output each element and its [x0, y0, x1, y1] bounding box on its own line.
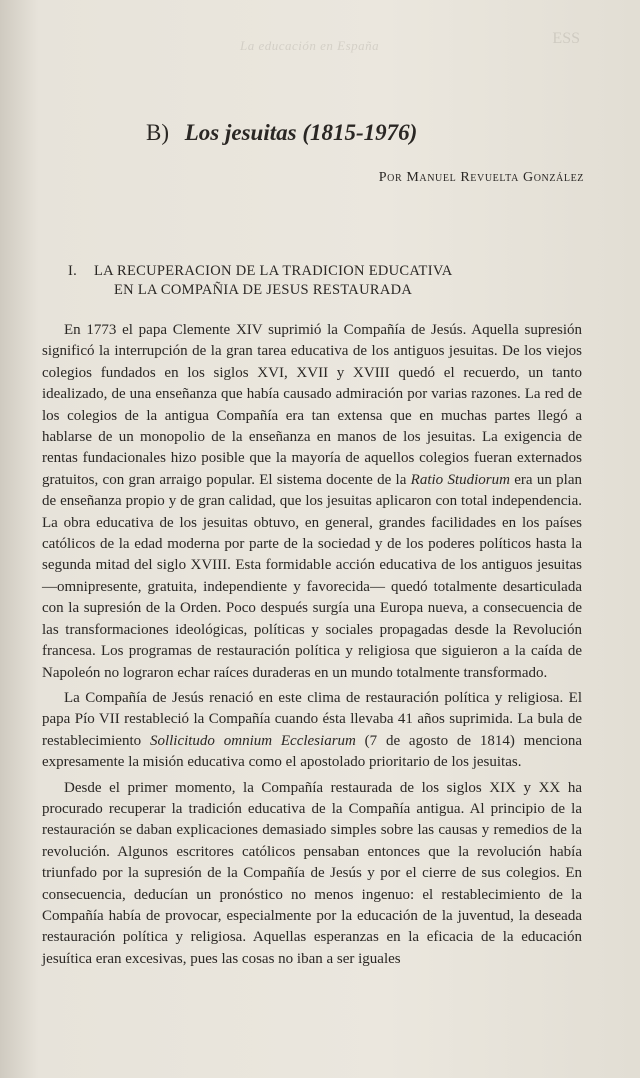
paragraph-text: era un plan de enseñanza propio y de gran calidad, que los jesuitas aplicaron con total independencia. La obra educativa de los jesuitas obtuvo, en general, grandes facilidades en los países católicos de la edad moderna por parte de la sociedad y de los poderes políticos hasta la segunda mitad del siglo XVIII. Esta formidable acción educativa de los antiguos jesuitas —omnipresente, gratuita, independiente y favorecida— quedó totalmente desarticulada con la supresión de la Orden. Poco después surgía una Europa nueva, a consecuencia de las transformaciones ideológicas, políticas y sociales propagadas desde la Revolución francesa. Los programas de restauración política y religiosa que siguieron a la caída de Napoleón no lograron echar raíces duraderas en un mundo totalmente transformado.: [42, 471, 583, 681]
paragraph-text: Desde el primer momento, la Compañía restaurada de los siglos XIX y XX ha procurado recuperar la tradición educativa de la Compañía antigua. Al principio de la restauración se daban explicaciones demasiado simples sobre las causas y remedios de la revolución. Algunos escritores católicos pensaban entonces que la revolución había triunfado por la supresión de la Compañía de Jesús y por el cierre de sus colegios. En consecuencia, deducían un pronóstico no menos ingenuo: el restablecimiento de la Compañía había de provocar, especialmente por la educación de la juventud, la deseada restauración política y religiosa. Aquellas esperanzas en la eficacia de la educación jesuítica eran excesivas, pues las cosas no iban a ser iguales: [42, 779, 582, 967]
section-heading: [146, 120, 417, 146]
bull-title: Sollicitudo omnium Ecclesiarum: [149, 732, 356, 749]
subheading-line-1: LA RECUPERACION DE LA TRADICION EDUCATIVA: [93, 263, 453, 279]
body-text: [42, 320, 582, 974]
paragraph: [42, 320, 582, 684]
running-head: [70, 30, 580, 52]
author-line: Por Manuel Revuelta González: [378, 170, 584, 185]
subheading-number: I.: [68, 263, 78, 279]
section-title: Los jesuitas (1815-1976): [184, 120, 418, 145]
page-number: ESS: [552, 30, 580, 47]
running-head-title: La educación en España: [240, 38, 380, 53]
chapter-subheading: [68, 262, 588, 300]
paragraph-text: La Compañía de Jesús renació en este clima de restauración política y religiosa. El papa Pío VII restableció la Compañía cuando ésta llevaba 41 años suprimida. La bula de restablecimiento: [42, 689, 582, 749]
paragraph: [42, 778, 582, 971]
paragraph: [42, 688, 582, 774]
paragraph-text: En 1773 el papa Clemente XIV suprimió la Compañía de Jesús. Aquella supresión significó la interrupción de la gran tarea educativa de los antiguos jesuitas. De los viejos colegios fundados en los siglos XVI, XVII y XVIII quedó el recuerdo, un tanto idealizado, de una enseñanza que había causado admiración por varias razones. La red de los colegios de la antigua Compañía era tan extensa que en muchas partes llegó a hablarse de un monopolio de la enseñanza en manos de los jesuitas. La exigencia de rentas fundacionales hizo posible que la mayoría de aquellos colegios fueran externados gratuitos, con gran arraigo popular. El sistema docente de la: [42, 322, 582, 488]
work-title: Ratio Studiorum: [410, 471, 510, 488]
section-letter: B): [146, 120, 169, 145]
paragraph-text: (7 de agosto de 1814) menciona expresamente la misión educativa como el apostolado prioritario de los jesuitas.: [42, 732, 582, 771]
subheading-line-2: EN LA COMPAÑIA DE JESUS RESTAURADA: [114, 282, 413, 298]
